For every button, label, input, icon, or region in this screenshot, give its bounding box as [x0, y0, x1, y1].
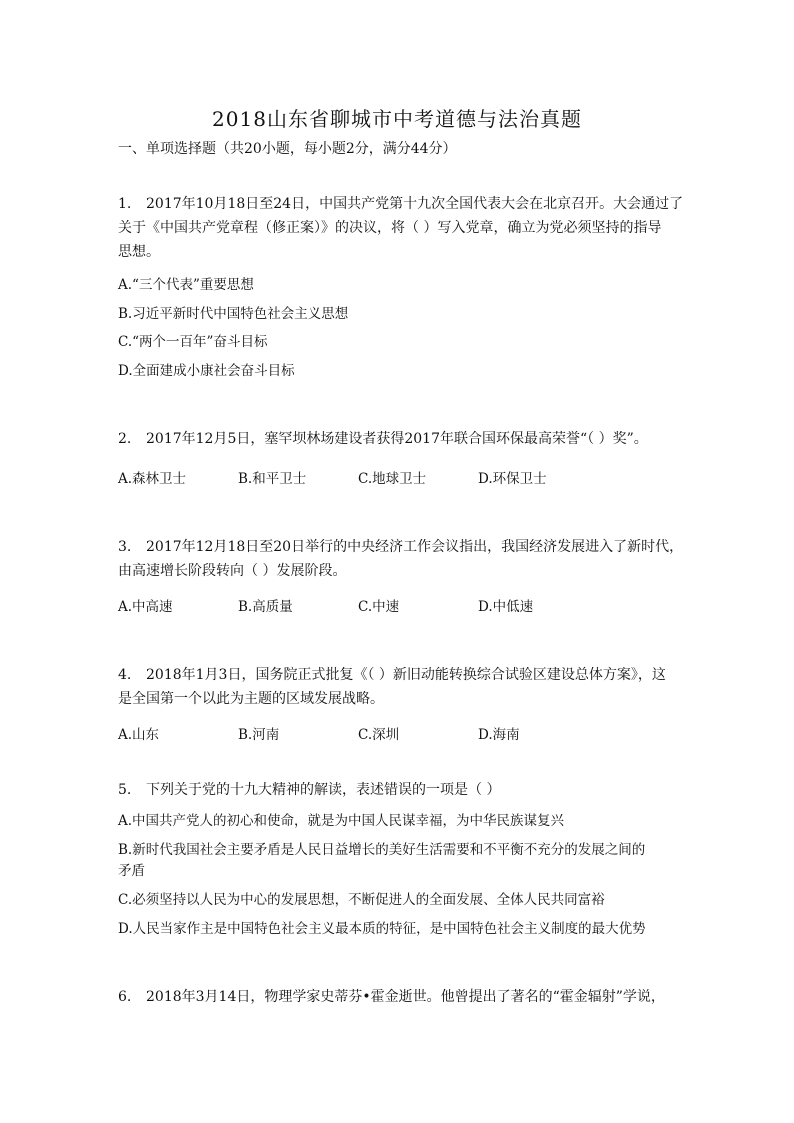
page-title: 2018山东省聊城市中考道德与法治真题: [212, 107, 582, 131]
question-number: 2.: [118, 431, 132, 447]
question-6: [118, 985, 678, 1009]
question-1: [118, 192, 684, 264]
question-text: 2017年12月5日，塞罕坝林场建设者获得2017年联合国环保最高荣誉“（ ）奖”。: [146, 431, 648, 447]
question-text: 由高速增长阶段转向（ ）发展阶段。: [118, 563, 347, 579]
question-4: [118, 663, 678, 711]
option-a: A.中国共产党人的初心和使命，就是为中国人民谋幸福，为中华民族谋复兴: [118, 813, 565, 829]
option-c: C.地球卫士: [358, 471, 427, 487]
option-d: D.全面建成小康社会奋斗目标: [118, 363, 295, 379]
question-5: [118, 778, 678, 802]
option-d: D.中低速: [478, 599, 534, 615]
question-text: 2017年12月18日至20日举行的中央经济工作会议指出，我国经济发展进入了新时代，: [146, 539, 684, 555]
option-c: C.必须坚持以人民为中心的发展思想，不断促进人的全面发展、全体人民共同富裕: [118, 892, 605, 908]
option-b: B.和平卫士: [238, 471, 307, 487]
option-b: B.习近平新时代中国特色社会主义思想: [118, 306, 349, 322]
options-row: [118, 467, 598, 487]
option-b: B.河南: [238, 727, 280, 743]
option-c: C.中速: [358, 599, 400, 615]
question-text: 是全国第一个以此为主题的区域发展战略。: [118, 691, 384, 707]
question-number: 5.: [118, 782, 132, 798]
option-d: D.海南: [478, 727, 520, 743]
option-c: C.深圳: [358, 727, 400, 743]
question-number: 1.: [118, 196, 132, 212]
option-d: D.人民当家作主是中国特色社会主义最本质的特征，是中国特色社会主义制度的最大优势: [118, 921, 646, 937]
question-text: 关于《中国共产党章程（修正案）》的决议，将（ ）写入党章，确立为党必须坚持的指导: [118, 220, 662, 236]
option-a: A.森林卫士: [118, 471, 187, 487]
option-a: A.中高速: [118, 599, 173, 615]
question-text: 2018年1月3日，国务院正式批复《（ ）新旧动能转换综合试验区建设总体方案》，这: [146, 667, 666, 683]
option-a: A.山东: [118, 727, 160, 743]
options-row: [118, 723, 598, 743]
option-b-continued: 矛盾: [118, 863, 145, 879]
question-text: 下列关于党的十九大精神的解读，表述错误的一项是（ ）: [146, 782, 501, 798]
option-a: A.“三个代表”重要思想: [118, 277, 254, 293]
question-number: 4.: [118, 667, 132, 683]
question-number: 6.: [118, 989, 132, 1005]
section-heading: 一、单项选择题（共20小题，每小题2分，满分44分）: [118, 141, 457, 157]
question-text: 2017年10月18日至24日，中国共产党第十九次全国代表大会在北京召开。大会通过了: [146, 196, 684, 212]
option-c: C.“两个一百年”奋斗目标: [118, 334, 268, 350]
question-number: 3.: [118, 539, 132, 555]
question-2: [118, 427, 678, 451]
options-row: [118, 595, 598, 615]
question-3: [118, 535, 684, 583]
option-d: D.环保卫士: [478, 471, 547, 487]
question-text: 思想。: [118, 244, 160, 260]
option-b: B.高质量: [238, 599, 293, 615]
option-b: B.新时代我国社会主要矛盾是人民日益增长的美好生活需要和不平衡不充分的发展之间的: [118, 842, 646, 858]
question-text: 2018年3月14日，物理学家史蒂芬•霍金逝世。他曾提出了著名的“霍金辐射”学说，: [146, 989, 665, 1005]
